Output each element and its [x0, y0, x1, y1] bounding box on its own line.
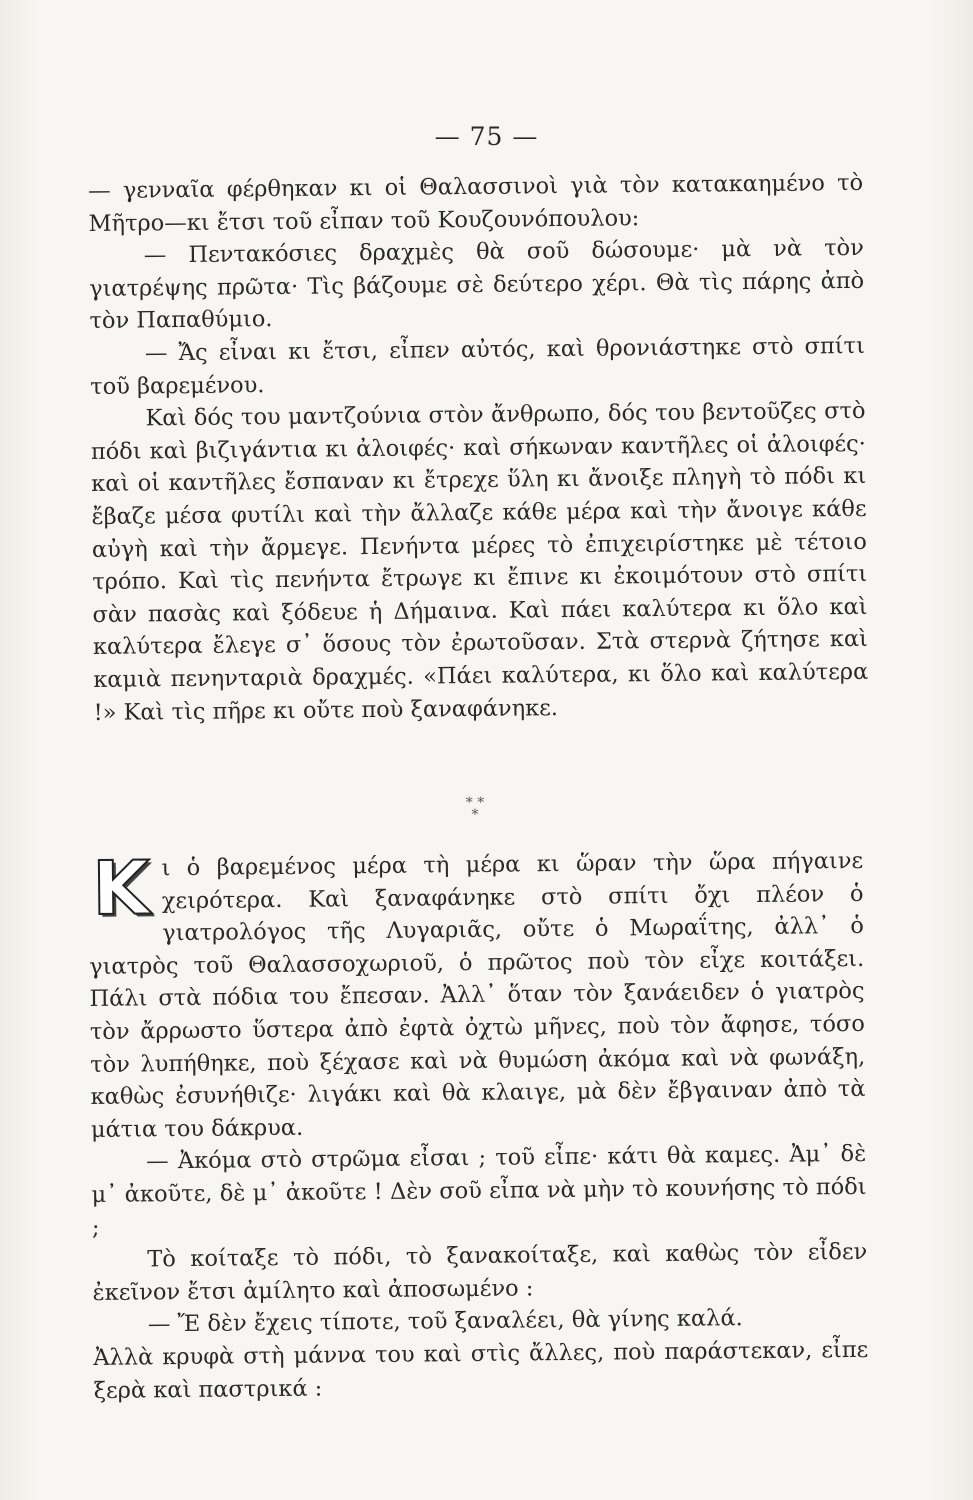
drop-cap-letter: Κ	[91, 845, 151, 932]
paragraph: Καὶ δός του μαντζούνια στὸν ἄνθρωπο, δός του βεντοῦζες στὸ πόδι καὶ βιζιγάντια κι ἀλοιφές· καὶ σήκωναν καντῆλες οἱ ἀλοιφές· καὶ οἱ καντῆλες ἔσπαναν κι ἔτρεχε ὕλη κι ἄνοιξε πληγὴ τὸ πόδι κι ἔβαζε μέσα φυτίλι καὶ τὴν ἄλλαζε κάθε μέρα καὶ τὴν ἄνοιγε κάθε αὐγὴ καὶ τὴν ἄρμεγε. Πενήντα μέρες τὸ ἐπιχειρίστηκε μὲ τέτοιο τρόπο. Καὶ τὶς πενήντα ἔτρωγε κι ἔπινε κι ἐκοιμότουν στὸ σπίτι σὰν πασὰς καὶ ξόδευε ἡ Δήμαινα. Καὶ πάει καλύτερα κι ὅλο καὶ καλύτερα ἔλεγε σ᾽ ὅσους τὸν ἐρωτοῦσαν. Στὰ στερνὰ ζήτησε καὶ καμιὰ πενηνταριὰ δραχμές. «Πάει καλύτερα, κι ὅλο καὶ καλύτερα !» Καὶ τὶς πῆρε κι οὔτε ποὺ ξαναφάνηκε.	[90, 398, 869, 726]
paragraph: — Πεντακόσιες δραχμὲς θὰ σοῦ δώσουμε· μὰ νὰ τὸν γιατρέψης πρῶτα· Τὶς βάζουμε σὲ δεύτερο χέρι. Θὰ τὶς πάρης ἀπὸ τὸν Παπαθύμιο.	[89, 235, 865, 335]
paragraph-with-dropcap	[88, 845, 866, 1146]
paragraph: — Ἔ δὲν ἔχεις τίποτε, τοῦ ξαναλέει, θὰ γίνης καλά.	[147, 1305, 743, 1338]
page-number: — 75 —	[434, 122, 539, 151]
paragraph-body: ι ὁ βαρεμένος μέρα τὴ μέρα κι ὥραν τὴν ὥρα πήγαινε χειρότερα. Καὶ ξαναφάνηκε στὸ σπίτι ὄχι πλέον ὁ γιατρολόγος τῆς Λυγαριᾶς, οὔτε ὁ Μωραΐτης, ἀλλ᾽ ὁ γιατρὸς τοῦ Θαλασσοχωριοῦ, ὁ πρῶτος ποὺ τὸν εἶχε κοιτάξει. Πάλι στὰ πόδια του ἔπεσαν. Ἀλλ᾽ ὅταν τὸν ξανάειδεν ὁ γιατρὸς τὸν ἄρρωστο ὕστερα ἀπὸ ἐφτὰ ὀχτὼ μῆνες, ποὺ τὸν ἄφησε, τόσο τὸν λυπήθηκε, ποὺ ξέχασε καὶ νὰ θυμώση ἀκόμα καὶ νὰ φωνάξη, καθὼς ἐσυνήθιζε· λιγάκι καὶ θὰ κλαιγε, μὰ δὲν ἔβγαιναν ἀπὸ τὰ μάτια του δάκρυα.	[89, 847, 866, 1143]
paragraph: Τὸ κοίταξε τὸ πόδι, τὸ ξανακοίταξε, καὶ καθὼς τὸν εἶδεν ἐκεῖνον ἔτσι ἀμίλητο καὶ ἀποσωμένο :	[92, 1238, 868, 1306]
paragraph: Ἀλλὰ κρυφὰ στὴ μάννα του καὶ στὶς ἄλλες, ποὺ παράστεκαν, εἶπε ξερὰ καὶ παστρικά :	[93, 1336, 869, 1404]
section-separator: * * *	[465, 795, 485, 823]
text-section-2	[88, 845, 869, 1407]
paragraph: — Ἄς εἶναι κι ἔτσι, εἶπεν αὐτός, καὶ θρονιάστηκε στὸ σπίτι τοῦ βαρεμένου.	[90, 332, 865, 400]
paragraph: — Ἀκόμα στὸ στρῶμα εἶσαι ; τοῦ εἶπε· κάτι θὰ καμες. Ἀμ᾽ δὲ μ᾽ ἀκοῦτε, δὲ μ᾽ ἀκοῦτε ! Δὲν σοῦ εἶπα νὰ μὴν τὸ κουνήσης τὸ πόδι ;	[91, 1141, 867, 1241]
paragraph: — γενναῖα φέρθηκαν κι οἱ Θαλασσινοὶ γιὰ τὸν κατακαημένο τὸ Μῆτρο—κι ἔτσι τοῦ εἶπαν τοῦ Κουζουνόπουλου:	[88, 169, 864, 237]
text-section-1	[88, 167, 869, 729]
